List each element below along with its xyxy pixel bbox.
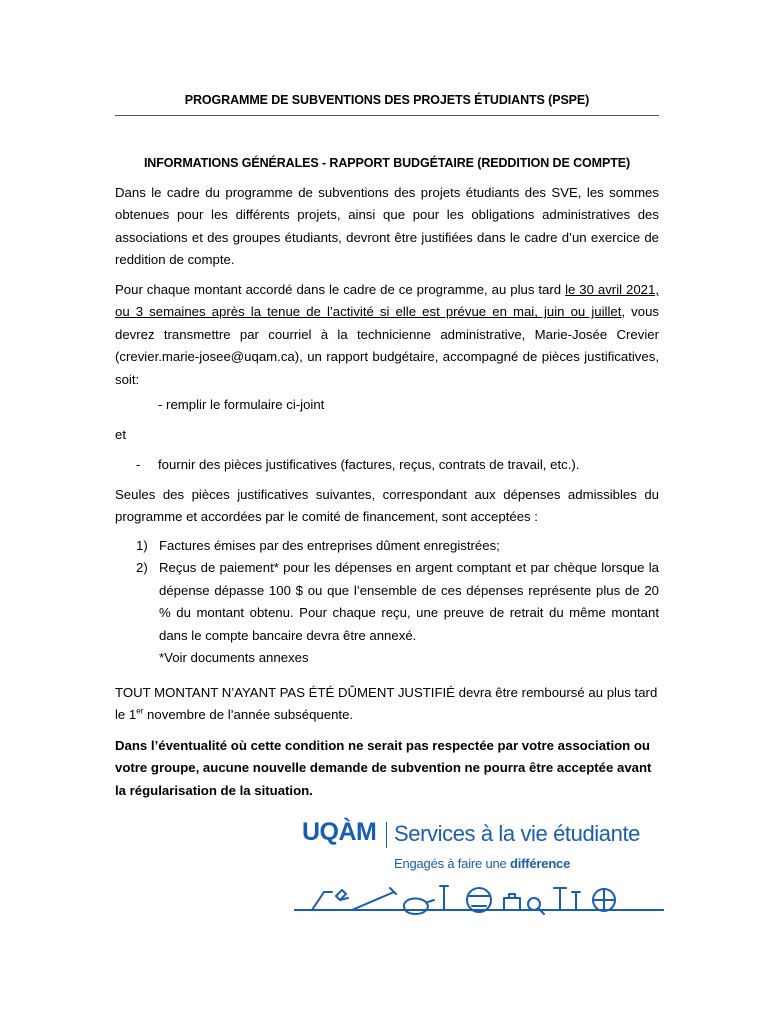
uqam-wordmark: UQÀM [302, 818, 377, 846]
tagline-bold: différence [509, 856, 571, 871]
title-divider [115, 115, 659, 116]
list-item [115, 557, 659, 647]
bullet-dash: - [136, 457, 141, 472]
list-text: Factures émises par des entreprises dûment enregistrées; [159, 538, 500, 553]
handshake-icon [336, 890, 348, 900]
bullet-form: - remplir le formulaire ci-joint [158, 397, 325, 412]
accepted-docs-paragraph: Seules des pièces justificatives suivantes, correspondant aux dépenses admissibles du programme et accordées par le comité de financement, sont acceptées : [115, 487, 659, 525]
refund-text-before: TOUT MONTANT N’AYANT PAS ÉTÉ DÛMENT JUSTIFIÉ devra être remboursé au plus tard le 1 [115, 685, 658, 723]
refund-paragraph [115, 682, 659, 727]
connector-et: et [115, 427, 126, 442]
deadline-paragraph [115, 279, 659, 391]
warning-paragraph: Dans l’éventualité où cette condition ne serait pas respectée par votre association ou votre groupe, aucune nouvelle demande de subvention ne pourra être acceptée avant la régularisation de la situation. [115, 738, 652, 798]
deadline-text-after: , vous devrez transmettre par courriel à la technicienne administrative, Marie-Josée Crevier (crevier.marie-josee@uqam.ca), un rapport budgétaire, accompagné de pièces justificatives, soit: [115, 304, 660, 387]
briefcase-icon [504, 894, 520, 910]
sign-icon [554, 888, 566, 910]
tagline-plain: Engagés à faire une [394, 856, 510, 871]
globe-icon [467, 888, 491, 912]
document-title: PROGRAMME DE SUBVENTIONS DES PROJETS ÉTUDIANTS (PSPE) [184, 93, 590, 107]
refund-text-after: novembre de l’année subséquente. [143, 707, 354, 723]
annex-note: *Voir documents annexes [159, 650, 309, 666]
list-number: 1) [136, 538, 148, 553]
trophy-icon [438, 886, 450, 910]
services-wordmark: Services à la vie étudiante [394, 821, 641, 846]
logo-tagline [394, 856, 570, 871]
section-title: INFORMATIONS GÉNÉRALES - RAPPORT BUDGÉTAIRE (REDDITION DE COMPTE) [143, 156, 631, 170]
list-note [115, 647, 659, 669]
list-text: Reçus de paiement* pour les dépenses en argent comptant et par chèque lorsque la dépense dépasse 100 $ ou que l’ensemble de ces dépenses représente plus de 20 % du montant obtenu. Pour chaque reçu, une preuve de retrait du même montant dans le compte bancaire devra être annexé. [159, 560, 659, 643]
logo-separator [386, 822, 387, 848]
uqam-sve-logo [302, 818, 662, 938]
deadline-date: le 30 avril 2021, ou 3 semaines après la tenue de l’activité si elle est prévue en mai, juin ou juillet [115, 282, 660, 320]
bullet-documents: fournir des pièces justificatives (factures, reçus, contrats de travail, etc.). [158, 457, 580, 472]
hockey-stick-icon [352, 888, 396, 910]
lamp-icon [572, 892, 580, 910]
list-number: 2) [136, 560, 148, 576]
refund-superscript: er [136, 707, 144, 717]
piggy-bank-icon [404, 899, 434, 915]
stairs-icon [296, 892, 332, 910]
activities-line-illustration [294, 878, 664, 934]
deadline-text-before: Pour chaque montant accordé dans le cadre de ce programme, au plus tard [115, 282, 566, 297]
list-item [115, 535, 659, 557]
intro-paragraph: Dans le cadre du programme de subventions des projets étudiants des SVE, les sommes obtenues pour les différents projets, ainsi que pour les obligations administratives des associations et des groupes étudiants, devront être justifiées dans le cadre d’un exercice de reddition de compte. [115, 185, 659, 268]
accepted-docs-list [115, 535, 659, 669]
